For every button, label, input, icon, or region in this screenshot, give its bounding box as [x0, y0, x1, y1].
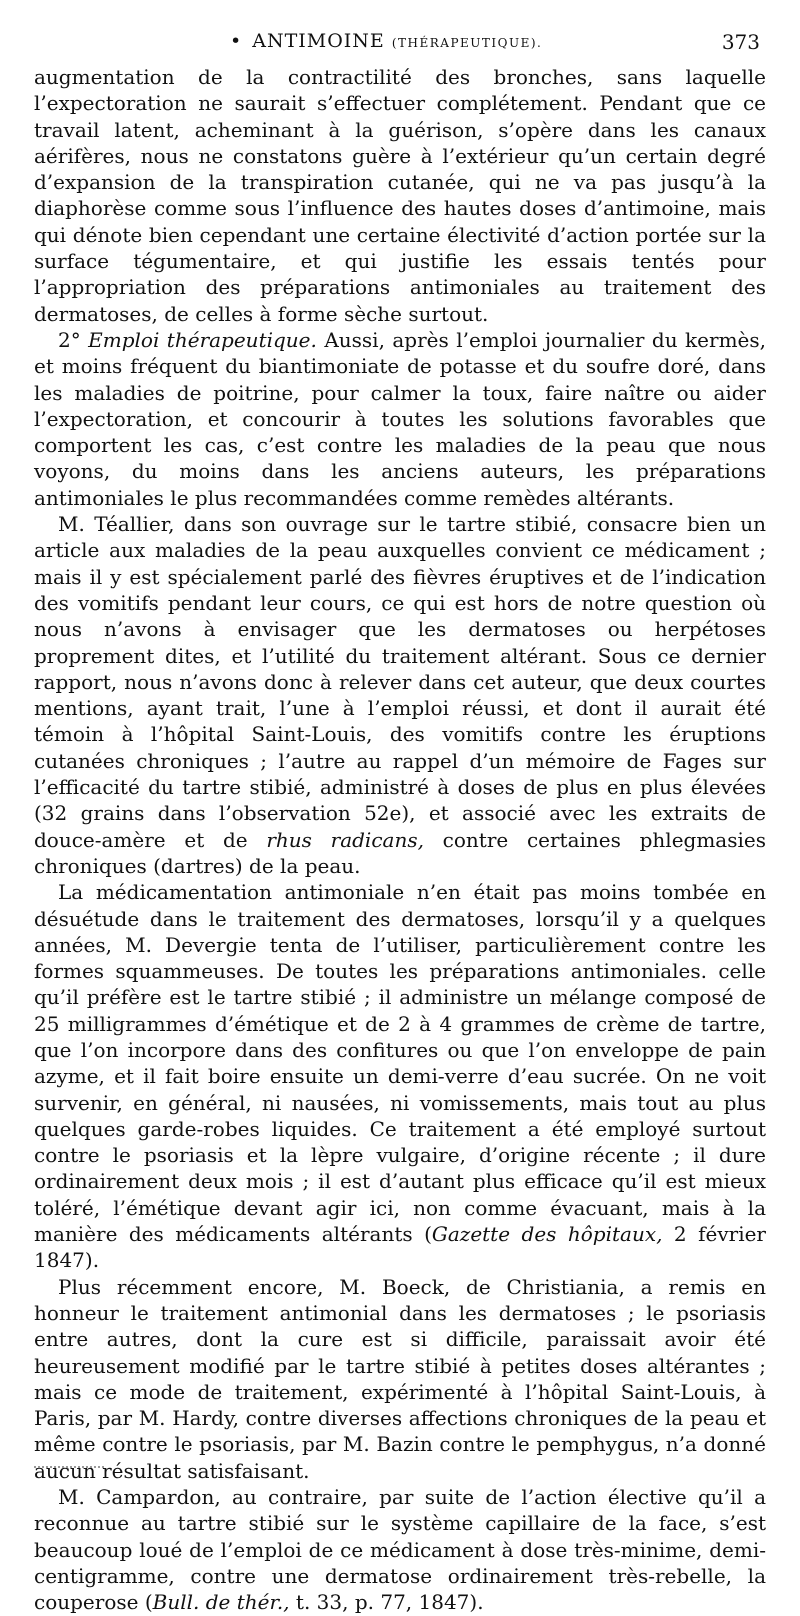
paragraph — [34, 511, 766, 879]
running-title — [230, 30, 542, 52]
running-title-sub: (THÉRAPEUTIQUE). — [391, 36, 543, 50]
paragraph-text: Plus récemment encore, M. Boeck, de Christiania, a remis en honneur le traitement antimonial dans les dermatoses ; le psoriasis entre autres, dont la cure est si difficile, paraissait avoir été heureusement modifié par le tartre stibié à petites doses altérantes ; mais ce mode de traitement, expérimenté à l’hôpital Saint-Louis, à Paris, par M. Hardy, contre diverses affections chroniques de la peau et même contre le psoriasis, par M. Bazin contre le pemphygus, n’a donné aucun résultat satisfaisant. — [34, 1274, 766, 1483]
header-bullet: • — [230, 30, 243, 52]
running-header — [34, 30, 766, 60]
paragraph — [34, 1484, 766, 1615]
italic-text: rhus radicans, — [266, 827, 424, 852]
paragraph-text: 2 février 1847). — [34, 1222, 766, 1273]
paragraph-text: augmentation de la contractilité des bronches, sans laquelle l’expectoration ne saurait s’effectuer complétement. Pendant que ce travail latent, acheminant à la guérison, s’opère dans les canaux aérifères, nous ne constatons guère à l’extérieur qu’un certain degré d’expansion de la transpiration cutanée, qui ne va pas jusqu’à la diaphorèse comme sous l’influence des hautes doses d’antimoine, mais qui dénote bien cependant une certaine électivité d’action portée sur la surface tégumentaire, et qui justifie les essais tentés pour l’appropriation des préparations antimoniales au traitement des dermatoses, de celles à forme sèche surtout. — [34, 65, 766, 326]
paragraph-text: 2° — [58, 327, 89, 352]
paragraph-text: contre certaines phlegmasies chroniques (dartres) de la peau. — [34, 827, 766, 878]
page-number: 373 — [721, 30, 760, 54]
paragraph — [34, 1274, 766, 1484]
paragraph — [34, 879, 766, 1273]
paragraph — [34, 327, 766, 511]
paragraph-text: La médicamentation antimoniale n’en était pas moins tombée en désuétude dans le traitement des dermatoses, lorsqu’il y a quelques années, M. Devergie tenta de l’utiliser, particulièrement contre les formes squammeuses. De toutes les préparations antimoniales. celle qu’il préfère est le tartre stibié ; il administre un mélange composé de 25 milligrammes d’émétique et de 2 à 4 grammes de crème de tartre, que l’on incorpore dans des confitures ou que l’on enveloppe de pain azyme, et il fait boire ensuite un demi-verre d’eau sucrée. On ne voit survenir, en général, ni nausées, ni vomissements, mais tout au plus quelques garde-robes liquides. Ce traitement a été employé surtout contre le psoriasis et la lèpre vulgaire, d’origine récente ; il dure ordinairement deux mois ; il est d’autant plus efficace qu’il est mieux toléré, l’émétique devant agir ici, non comme évacuant, mais à la manière des médicaments altérants ( — [34, 880, 766, 1247]
paragraph — [34, 64, 766, 327]
paragraph-text: t. 33, p. 77, 1847). — [289, 1590, 484, 1615]
paragraph-text: Aussi, après l’emploi journalier du kermès, et moins fréquent du biantimoniate de potasse et du soufre doré, dans les maladies de poitrine, pour calmer la toux, faire naître ou aider l’expectoration, et concourir à toutes les solutions favorables que comportent les cas, c’est contre les maladies de la peau que nous voyons, du moins dans les anciens auteurs, les préparations antimoniales le plus recommandées comme remèdes altérants. — [34, 327, 766, 510]
book-page — [34, 30, 766, 1616]
footer-mark — [34, 1466, 104, 1470]
italic-text: Bull. de thér., — [152, 1590, 290, 1615]
paragraph-text: M. Téallier, dans son ouvrage sur le tartre stibié, consacre bien un article aux maladies de la peau auxquelles convient ce médicament ; mais il y est spécialement parlé des fièvres éruptives et de l’indication des vomitifs pendant leur cours, ce qui est hors de notre question où nous n’avons à envisager que les dermatoses ou herpétoses proprement dites, et l’utilité du traitement altérant. Sous ce dernier rapport, nous n’avons donc à relever dans cet auteur, que deux courtes mentions, ayant trait, l’une à l’emploi réussi, et dont il aurait été témoin à l’hôpital Saint-Louis, des vomitifs contre les éruptions cutanées chroniques ; l’autre au rappel d’un mémoire de Fages sur l’efficacité du tartre stibié, administré à doses de plus en plus élevées (32 grains dans l’observation 52e), et associé avec les extraits de douce-amère et de — [34, 512, 766, 852]
body-text — [34, 64, 766, 1616]
paragraph-text: M. Campardon, au contraire, par suite de l’action élective qu’il a reconnue au tartre stibié sur le système capillaire de la face, s’est beaucoup loué de l’emploi de ce médicament à dose très-minime, demi-centigramme, contre une dermatose ordinairement très-rebelle, la couperose ( — [34, 1485, 766, 1615]
italic-text: Gazette des hôpitaux, — [431, 1222, 663, 1247]
italic-text: Emploi thérapeutique. — [88, 327, 317, 352]
running-title-main: ANTIMOINE — [252, 30, 385, 52]
